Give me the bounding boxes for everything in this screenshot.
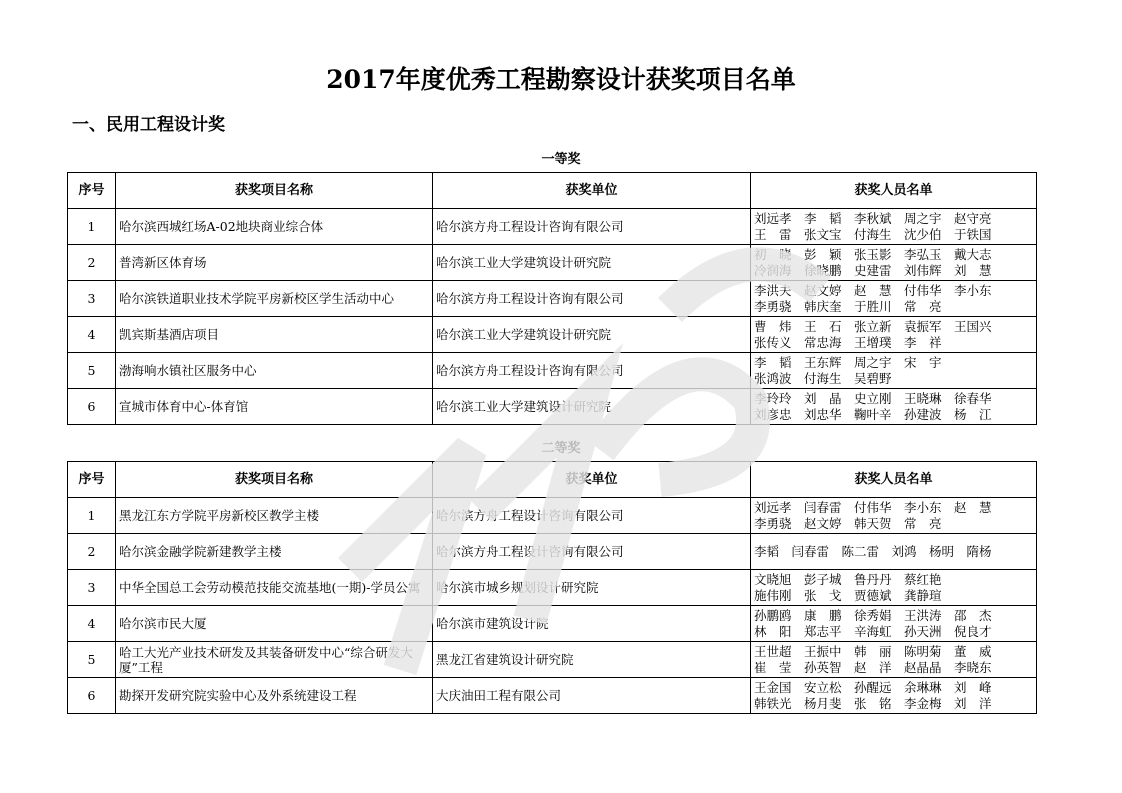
award-unit: 大庆油田工程有限公司 xyxy=(433,678,751,714)
second-prize-table xyxy=(67,461,1037,714)
project-name: 渤海响水镇社区服务中心 xyxy=(116,353,433,389)
row-index: 1 xyxy=(68,209,116,245)
award-people: 李 韬 王东辉 周之宇 宋 宇 张鸿波 付海生 吴碧野 xyxy=(751,353,1037,389)
header-idx: 序号 xyxy=(68,462,116,498)
project-name: 中华全国总工会劳动模范技能交流基地(一期)-学员公寓 xyxy=(116,570,433,606)
project-name: 哈尔滨铁道职业技术学院平房新校区学生活动中心 xyxy=(116,281,433,317)
table-row xyxy=(68,606,1037,642)
project-name: 凯宾斯基酒店项目 xyxy=(116,317,433,353)
project-name: 哈工大光产业技术研发及其装备研发中心“综合研发大厦”工程 xyxy=(116,642,433,678)
table-row xyxy=(68,534,1037,570)
row-index: 2 xyxy=(68,534,116,570)
header-people: 获奖人员名单 xyxy=(751,173,1037,209)
second-prize-label: 二等奖 xyxy=(541,441,581,456)
project-name: 勘探开发研究院实验中心及外系统建设工程 xyxy=(116,678,433,714)
award-unit: 哈尔滨工业大学建筑设计研究院 xyxy=(433,389,751,425)
table-row xyxy=(68,678,1037,714)
table-row xyxy=(68,209,1037,245)
header-unit: 获奖单位 xyxy=(433,462,751,498)
award-people: 孙鹏鸥 康 鹏 徐秀娟 王洪涛 邵 杰 林 阳 郑志平 辛海虹 孙天洲 倪良才 xyxy=(751,606,1037,642)
project-name: 哈尔滨市民大厦 xyxy=(116,606,433,642)
table-row xyxy=(68,245,1037,281)
project-name: 普湾新区体育场 xyxy=(116,245,433,281)
table-row xyxy=(68,570,1037,606)
header-idx: 序号 xyxy=(68,173,116,209)
award-people: 李韬 闫春雷 陈二雷 刘鸿 杨明 隋杨 xyxy=(751,534,1037,570)
row-index: 6 xyxy=(68,678,116,714)
award-unit: 哈尔滨工业大学建筑设计研究院 xyxy=(433,317,751,353)
project-name: 宣城市体育中心-体育馆 xyxy=(116,389,433,425)
table-row xyxy=(68,317,1037,353)
table-row xyxy=(68,642,1037,678)
row-index: 4 xyxy=(68,317,116,353)
project-name: 哈尔滨西城红场A-02地块商业综合体 xyxy=(116,209,433,245)
header-unit: 获奖单位 xyxy=(433,173,751,209)
table-header-row xyxy=(68,173,1037,209)
section-heading: 一、民用工程设计奖 xyxy=(72,115,225,135)
award-unit: 哈尔滨工业大学建筑设计研究院 xyxy=(433,245,751,281)
second-prize-body xyxy=(68,498,1037,714)
award-people: 李洪夫 赵文婷 赵 慧 付伟华 李小东 李勇骁 韩庆奎 于胜川 常 亮 xyxy=(751,281,1037,317)
row-index: 3 xyxy=(68,570,116,606)
award-unit: 黑龙江省建筑设计研究院 xyxy=(433,642,751,678)
award-unit: 哈尔滨方舟工程设计咨询有限公司 xyxy=(433,534,751,570)
award-unit: 哈尔滨方舟工程设计咨询有限公司 xyxy=(433,498,751,534)
table-row xyxy=(68,353,1037,389)
page-title: 2017年度优秀工程勘察设计获奖项目名单 xyxy=(326,65,796,94)
project-name: 哈尔滨金融学院新建教学主楼 xyxy=(116,534,433,570)
row-index: 1 xyxy=(68,498,116,534)
row-index: 5 xyxy=(68,642,116,678)
award-people: 李玲玲 刘 晶 史立刚 王晓琳 徐春华 刘彦忠 刘忠华 鞠叶辛 孙建波 杨 江 xyxy=(751,389,1037,425)
table-row xyxy=(68,498,1037,534)
award-people: 王世超 王振中 韩 丽 陈明菊 董 威 崔 莹 孙英智 赵 洋 赵晶晶 李晓东 xyxy=(751,642,1037,678)
award-people: 刘远孝 闫春雷 付伟华 李小东 赵 慧 李勇骁 赵文婷 韩天贺 常 亮 xyxy=(751,498,1037,534)
award-unit: 哈尔滨市建筑设计院 xyxy=(433,606,751,642)
row-index: 2 xyxy=(68,245,116,281)
first-prize-table xyxy=(67,172,1037,425)
table-row xyxy=(68,281,1037,317)
first-prize-body xyxy=(68,209,1037,425)
award-people: 曹 炜 王 石 张立新 袁振军 王国兴 张传义 常忠海 王增璞 李 祥 xyxy=(751,317,1037,353)
award-unit: 哈尔滨方舟工程设计咨询有限公司 xyxy=(433,281,751,317)
award-people: 王金国 安立松 孙醒远 余琳琳 刘 峰 韩铁光 杨月斐 张 铭 李金梅 刘 洋 xyxy=(751,678,1037,714)
award-unit: 哈尔滨方舟工程设计咨询有限公司 xyxy=(433,209,751,245)
award-unit: 哈尔滨方舟工程设计咨询有限公司 xyxy=(433,353,751,389)
header-project: 获奖项目名称 xyxy=(116,173,433,209)
row-index: 3 xyxy=(68,281,116,317)
table-row xyxy=(68,389,1037,425)
header-people: 获奖人员名单 xyxy=(751,462,1037,498)
table-header-row xyxy=(68,462,1037,498)
project-name: 黑龙江东方学院平房新校区教学主楼 xyxy=(116,498,433,534)
row-index: 6 xyxy=(68,389,116,425)
award-unit: 哈尔滨市城乡规划设计研究院 xyxy=(433,570,751,606)
award-people: 刘远孝 李 韬 李秋斌 周之宇 赵守亮 王 雷 张文宝 付海生 沈少伯 于铁国 xyxy=(751,209,1037,245)
row-index: 5 xyxy=(68,353,116,389)
header-project: 获奖项目名称 xyxy=(116,462,433,498)
first-prize-label: 一等奖 xyxy=(541,152,581,167)
award-people: 文晓旭 彭子城 鲁丹丹 蔡红艳 施伟刚 张 戈 贾德斌 龚静瑄 xyxy=(751,570,1037,606)
row-index: 4 xyxy=(68,606,116,642)
award-people: 初 晓 彭 颖 张玉影 李弘玉 戴大志 冷润海 徐晓鹏 史建雷 刘伟辉 刘 慧 xyxy=(751,245,1037,281)
